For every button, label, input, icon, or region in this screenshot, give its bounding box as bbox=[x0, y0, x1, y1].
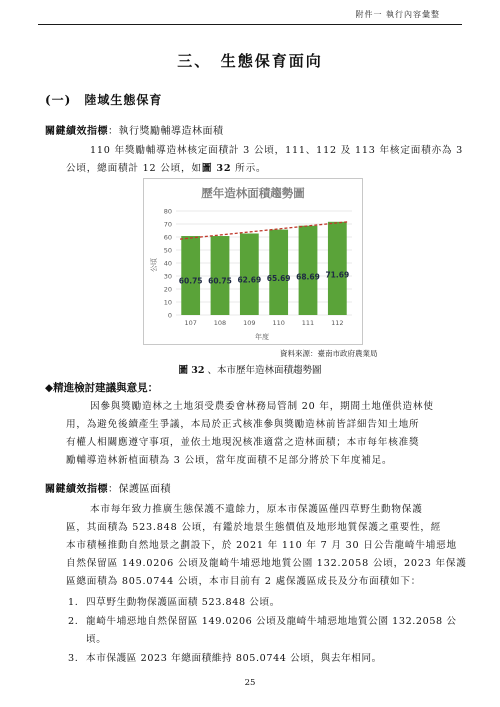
x-tick-label: 111 bbox=[301, 319, 315, 327]
page-number: 25 bbox=[244, 678, 256, 688]
y-axis-label: 公頃 bbox=[150, 258, 158, 272]
paragraph-1-line-2-post: 所示。 bbox=[231, 163, 267, 174]
paragraph-1-line-2 bbox=[66, 160, 466, 179]
list-item-2-number: 2. bbox=[68, 616, 79, 627]
header-divider bbox=[38, 24, 462, 25]
subsection-title: (一) 陸域生態保育 bbox=[45, 93, 163, 107]
bar-chart bbox=[144, 179, 362, 344]
header-text: 附件一 執行內容彙整 bbox=[355, 10, 440, 19]
paragraph-2-line-5: 區總面積為 805.0744 公頃，本市目前有 2 處保護區成長及分布面積如下： bbox=[66, 576, 422, 587]
paragraph-1-line-2-pre: 公頃，總面積計 12 公頃，如 bbox=[66, 163, 202, 174]
review-line-3: 有權人相關應遵守事項，並依土地現況核准適當之造林面積；本市每年核准獎 bbox=[66, 437, 420, 448]
kpi-1-value: ：執行獎勵輔導造林面積 bbox=[108, 126, 224, 137]
data-label: 68.69 bbox=[296, 272, 320, 282]
list-item-2-continuation: 頃。 bbox=[86, 634, 107, 645]
x-tick-label: 108 bbox=[213, 319, 227, 327]
x-tick-label: 109 bbox=[243, 319, 256, 327]
bar bbox=[299, 226, 318, 315]
review-line-4: 勵輔導造林新植面積為 3 公頃，當年度面積不足部分將於下年度補足。 bbox=[66, 455, 393, 466]
trendline bbox=[180, 222, 348, 239]
figure-reference: 圖 32 bbox=[201, 163, 232, 174]
kpi-1 bbox=[45, 122, 224, 137]
review-line-2: 用，為避免後續產生爭議，本局於正式核准參與獎勵造林前皆詳細告知土地所 bbox=[66, 419, 420, 430]
chart-title: 歷年造林面積趨勢圖 bbox=[201, 186, 305, 200]
x-tick-label: 110 bbox=[272, 319, 285, 327]
kpi-2 bbox=[45, 480, 171, 495]
y-tick-label: 60 bbox=[163, 233, 172, 242]
list-item-2-text: 龍崎牛埔惡地自然保留區 149.0206 公頃及龍崎牛埔惡地地質公園 132.2058 公 bbox=[86, 616, 457, 627]
x-axis-label: 年度 bbox=[255, 333, 269, 341]
source-note: 資料來源：臺南市政府農業局 bbox=[280, 349, 378, 358]
paragraph-1-line-1: 110 年獎勵輔導造林核定面積計 3 公頃，111、112 及 113 年核定面積亦為 3 bbox=[90, 145, 464, 156]
y-tick-label: 0 bbox=[167, 311, 172, 320]
data-label: 62.69 bbox=[237, 275, 262, 285]
paragraph-2-line-2: 區，其面積為 523.848 公頃，有鑑於地景生態價值及地形地質保護之重要性，經 bbox=[66, 522, 442, 533]
figure-caption-text: 、本市歷年造林面積趨勢圖 bbox=[204, 365, 322, 376]
bar bbox=[269, 230, 288, 315]
data-label: 60.75 bbox=[208, 276, 232, 286]
kpi-2-value: ：保護區面積 bbox=[108, 484, 171, 495]
y-tick-label: 30 bbox=[163, 272, 172, 281]
bar bbox=[240, 234, 259, 315]
x-tick-label: 112 bbox=[331, 319, 344, 327]
y-tick-label: 40 bbox=[163, 259, 172, 268]
paragraph-2-line-3: 本市積極推動自然地景之劃設下，於 2021 年 110 年 7 月 30 日公告龍崎牛埔惡地 bbox=[66, 540, 457, 551]
y-tick-label: 20 bbox=[163, 285, 172, 294]
list-item-1-text: 四草野生動物保護區面積 523.848 公頃。 bbox=[86, 597, 280, 608]
data-label: 71.69 bbox=[325, 270, 350, 280]
bar bbox=[328, 222, 347, 315]
list-item-3-number: 3. bbox=[68, 653, 79, 664]
list-item-1-number: 1. bbox=[68, 597, 79, 608]
list-item-3-text: 本市保護區 2023 年總面積維持 805.0744 公頃，與去年相同。 bbox=[86, 653, 382, 664]
kpi-2-label: 關鍵績效指標 bbox=[45, 484, 108, 495]
y-tick-label: 80 bbox=[163, 207, 172, 216]
y-tick-label: 50 bbox=[163, 246, 172, 255]
x-tick-label: 107 bbox=[184, 319, 197, 327]
chart-frame bbox=[143, 178, 363, 345]
paragraph-2-line-4: 自然保留區 149.0206 公頃及龍崎牛埔惡地地質公園 132.2058 公頃，2023 年保護 bbox=[66, 558, 467, 569]
paragraph-2-line-1: 本市每年致力推廣生態保護不遺餘力，原本市保護區僅四草野生動物保護 bbox=[90, 504, 423, 515]
review-line-1: 因參與獎勵造林之土地須受農委會林務局管制 20 年，期間土地僅供造林使 bbox=[90, 401, 434, 412]
data-label: 65.69 bbox=[266, 273, 291, 283]
data-label: 60.75 bbox=[178, 276, 203, 286]
y-tick-label: 10 bbox=[163, 298, 172, 307]
figure-caption bbox=[0, 362, 500, 376]
kpi-1-label: 關鍵績效指標 bbox=[45, 126, 108, 137]
review-heading: ◆精進檢討建議與意見： bbox=[45, 382, 159, 394]
figure-number: 圖 32 bbox=[178, 365, 205, 376]
section-title: 三、 生態保育面向 bbox=[177, 52, 323, 70]
y-tick-label: 70 bbox=[163, 220, 172, 229]
